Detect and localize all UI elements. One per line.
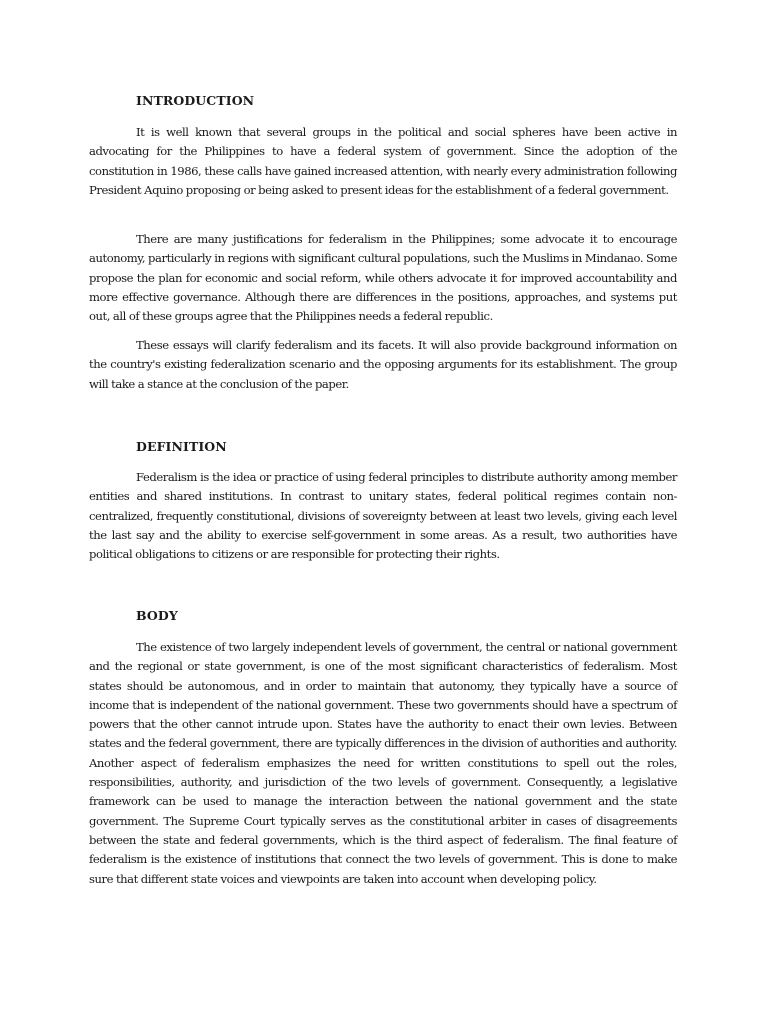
section-heading-definition: DEFINITION (136, 439, 227, 454)
body-paragraph-1: The existence of two largely independent levels of government, the central or national government and the regional or state government, is one of the most significant characteristics of federalism. Most states should be autonomous, and in order to maintain that autonomy, they typically have a source of income that is independent of the national government. These two governments should have a spectrum of powers that the other cannot intrude upon. States have the authority to enact their own levies. Between states and the federal government, there are typically differences in the division of authorities and authority. Another aspect of federalism emphasizes the need for written constitutions to spell out the roles, responsibilities, authority, and jurisdiction of the two levels of government. Consequently, a legislative framework can be used to manage the interaction between the national government and the state government. The Supreme Court typically serves as the constitutional arbiter in cases of disagreements between the state and federal governments, which is the third aspect of federalism. The final feature of federalism is the existence of institutions that connect the two levels of government. This is done to make sure that different state voices and viewpoints are taken into account when developing policy. (89, 640, 677, 886)
section-heading-body: BODY (136, 608, 178, 623)
definition-paragraph-1: Federalism is the idea or practice of using federal principles to distribute authority among member entities and shared institutions. In contrast to unitary states, federal political regimes contain non-centralized, frequently constitutional, divisions of sovereignty between at least two levels, giving each level the last say and the ability to exercise self-government in some areas. As a result, two authorities have political obligations to citizens or are responsible for protecting their rights. (89, 470, 677, 562)
introduction-paragraph-1: It is well known that several groups in the political and social spheres have been active in advocating for the Philippines to have a federal system of government. Since the adoption of the constitution in 1986, these calls have gained increased attention, with nearly every administration following President Aquino proposing or being asked to present ideas for the establishment of a federal government. (89, 125, 677, 197)
introduction-paragraph-3: These essays will clarify federalism and its facets. It will also provide background information on the country's existing federalization scenario and the opposing arguments for its establishment. The group will take a stance at the conclusion of the paper. (89, 338, 677, 391)
introduction-paragraph-2: There are many justifications for federalism in the Philippines; some advocate it to encourage autonomy, particularly in regions with significant cultural populations, such the Muslims in Mindanao. Some propose the plan for economic and social reform, while others advocate it for improved accountability and more effective governance. Although there are differences in the positions, approaches, and systems put out, all of these groups agree that the Philippines needs a federal republic. (89, 232, 677, 324)
section-heading-introduction: INTRODUCTION (136, 93, 255, 108)
